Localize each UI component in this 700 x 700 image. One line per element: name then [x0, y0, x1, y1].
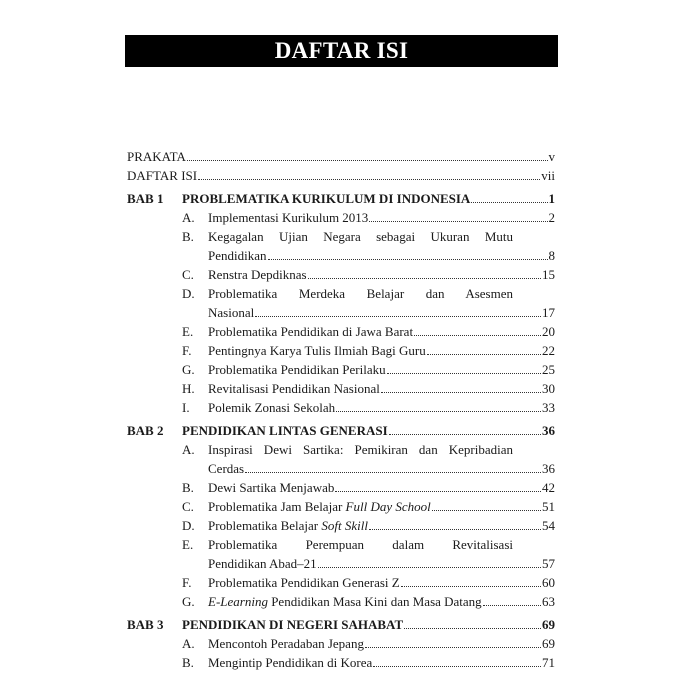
dot-leader — [268, 259, 548, 260]
page-number: 1 — [548, 191, 555, 206]
section-letter: F. — [182, 343, 192, 358]
toc-section-continued[interactable] — [208, 303, 555, 322]
page-number: 54 — [542, 518, 555, 533]
section-title-line1: Problematika Merdeka Belajar dan Asesmen — [208, 286, 513, 301]
toc-chapter[interactable] — [127, 421, 555, 440]
title-part: E-Learning — [208, 594, 268, 609]
page-number: 71 — [542, 655, 555, 670]
toc-section[interactable] — [127, 592, 555, 611]
chapter-title: PENDIDIKAN LINTAS GENERASI — [182, 423, 388, 438]
toc-section[interactable] — [127, 573, 555, 592]
chapter-number: BAB 1 — [127, 191, 164, 206]
toc-section[interactable] — [127, 653, 555, 672]
chapter-title: PROBLEMATIKA KURIKULUM DI INDONESIA — [182, 191, 471, 206]
title-part: Problematika Jam Belajar — [208, 499, 346, 514]
section-letter: G. — [182, 594, 195, 609]
section-letter: B. — [182, 655, 194, 670]
page-number: 36 — [542, 423, 555, 438]
section-title — [208, 592, 482, 611]
dot-leader — [389, 434, 541, 435]
dot-leader — [373, 666, 541, 667]
section-letter: A. — [182, 210, 195, 225]
title-part: Pendidikan Masa Kini dan Masa Datang — [267, 594, 482, 609]
chapter-number: BAB 2 — [127, 423, 164, 438]
page-number: vii — [541, 168, 555, 183]
dot-leader — [471, 202, 547, 203]
dot-leader — [404, 628, 541, 629]
section-title-line2: Pendidikan Abad–21 — [208, 556, 317, 571]
section-title — [208, 478, 334, 497]
page-number: v — [548, 149, 555, 164]
chapter-title: PENDIDIKAN DI NEGERI SAHABAT — [182, 617, 404, 632]
dot-leader — [483, 605, 541, 606]
dot-leader — [369, 221, 547, 222]
section-letter: H. — [182, 381, 195, 396]
dot-leader — [387, 373, 541, 374]
page-number: 15 — [542, 267, 555, 282]
section-title-line1: Problematika Perempuan dalam Revitalisasi — [208, 537, 513, 552]
toc-section[interactable] — [127, 398, 555, 417]
toc-entry[interactable] — [127, 166, 555, 185]
entry-title: PRAKATA — [127, 149, 186, 164]
title-part: Implementasi Kurikulum 2013 — [208, 210, 369, 225]
page-number: 69 — [542, 636, 555, 651]
page-number: 33 — [542, 400, 555, 415]
section-title — [208, 208, 368, 227]
entry-title: DAFTAR ISI — [127, 168, 198, 183]
toc-section[interactable] — [127, 535, 555, 554]
section-letter: E. — [182, 537, 194, 552]
section-letter: E. — [182, 324, 194, 339]
toc-section[interactable] — [127, 227, 555, 246]
toc-section[interactable] — [127, 360, 555, 379]
section-title — [208, 265, 307, 284]
toc-section[interactable] — [127, 322, 555, 341]
dot-leader — [187, 160, 548, 161]
title-part: Mencontoh Peradaban Jepang — [208, 636, 364, 651]
toc-section[interactable] — [127, 516, 555, 535]
section-letter: C. — [182, 499, 194, 514]
section-title — [208, 497, 431, 516]
title-part: Revitalisasi Pendidikan Nasional — [208, 381, 380, 396]
toc-section[interactable] — [127, 497, 555, 516]
section-title — [208, 379, 380, 398]
section-title — [208, 360, 386, 379]
page-number: 25 — [542, 362, 555, 377]
page-number: 17 — [542, 305, 555, 320]
section-letter: B. — [182, 229, 194, 244]
section-letter: B. — [182, 480, 194, 495]
page-number: 36 — [542, 461, 555, 476]
dot-leader — [414, 335, 541, 336]
page-number: 22 — [542, 343, 555, 358]
dot-leader — [198, 179, 540, 180]
section-letter: F. — [182, 575, 192, 590]
toc-section-continued[interactable] — [208, 246, 555, 265]
section-letter: I. — [182, 400, 190, 415]
title-part: Dewi Sartika Menjawab — [208, 480, 335, 495]
dot-leader — [308, 278, 541, 279]
page-number: 42 — [542, 480, 555, 495]
page-number: 63 — [542, 594, 555, 609]
page-number: 60 — [542, 575, 555, 590]
page-number: 8 — [548, 248, 555, 263]
section-title — [208, 634, 364, 653]
page-number: 51 — [542, 499, 555, 514]
toc-section[interactable] — [127, 265, 555, 284]
section-letter: A. — [182, 442, 195, 457]
toc-chapter[interactable] — [127, 615, 555, 634]
toc-chapter[interactable] — [127, 189, 555, 208]
title-part: Problematika Pendidikan di Jawa Barat — [208, 324, 414, 339]
title-part: Polemik Zonasi Sekolah — [208, 400, 336, 415]
section-title-line1: Kegagalan Ujian Negara sebagai Ukuran Mutu — [208, 229, 513, 244]
title-part: Pentingnya Karya Tulis Ilmiah Bagi Guru — [208, 343, 426, 358]
toc-section[interactable] — [127, 634, 555, 653]
section-title-line2: Pendidikan — [208, 248, 267, 263]
title-part: Mengintip Pendidikan di Korea — [208, 655, 373, 670]
section-title-line2: Nasional — [208, 305, 255, 320]
dot-leader — [365, 647, 541, 648]
dot-leader — [401, 586, 541, 587]
toc-section[interactable] — [127, 379, 555, 398]
title-part: Problematika Belajar — [208, 518, 322, 533]
dot-leader — [335, 491, 541, 492]
section-letter: D. — [182, 286, 195, 301]
section-title — [208, 398, 335, 417]
toc-section[interactable] — [127, 440, 555, 459]
toc-section[interactable] — [127, 341, 555, 360]
page-number: 30 — [542, 381, 555, 396]
dot-leader — [432, 510, 541, 511]
section-letter: C. — [182, 267, 194, 282]
page-number: 20 — [542, 324, 555, 339]
dot-leader — [369, 529, 541, 530]
dot-leader — [318, 567, 541, 568]
section-title-line1: Inspirasi Dewi Sartika: Pemikiran dan Kepribadian — [208, 442, 513, 457]
dot-leader — [245, 472, 541, 473]
toc-section[interactable] — [127, 478, 555, 497]
section-title — [208, 573, 400, 592]
title-part: Problematika Pendidikan Generasi Z — [208, 575, 400, 590]
toc-entry[interactable] — [127, 147, 555, 166]
chapter-number: BAB 3 — [127, 617, 164, 632]
section-title — [208, 322, 413, 341]
page-title: DAFTAR ISI — [125, 35, 558, 67]
dot-leader — [255, 316, 541, 317]
section-title — [208, 653, 372, 672]
title-part: Soft Skill — [321, 518, 368, 533]
toc-section-continued[interactable] — [208, 554, 555, 573]
title-part: Full Day School — [345, 499, 431, 514]
section-title — [208, 516, 368, 535]
toc-section[interactable] — [127, 284, 555, 303]
page-number: 69 — [542, 617, 555, 632]
page-number: 2 — [548, 210, 555, 225]
table-of-contents — [127, 147, 555, 672]
toc-section[interactable] — [127, 208, 555, 227]
title-part: Problematika Pendidikan Perilaku — [208, 362, 386, 377]
page-number: 57 — [542, 556, 555, 571]
section-letter: G. — [182, 362, 195, 377]
section-letter: D. — [182, 518, 195, 533]
section-title-line2: Cerdas — [208, 461, 245, 476]
section-title — [208, 341, 426, 360]
dot-leader — [336, 411, 541, 412]
title-part: Renstra Depdiknas — [208, 267, 307, 282]
toc-section-continued[interactable] — [208, 459, 555, 478]
section-letter: A. — [182, 636, 195, 651]
dot-leader — [427, 354, 541, 355]
dot-leader — [381, 392, 541, 393]
